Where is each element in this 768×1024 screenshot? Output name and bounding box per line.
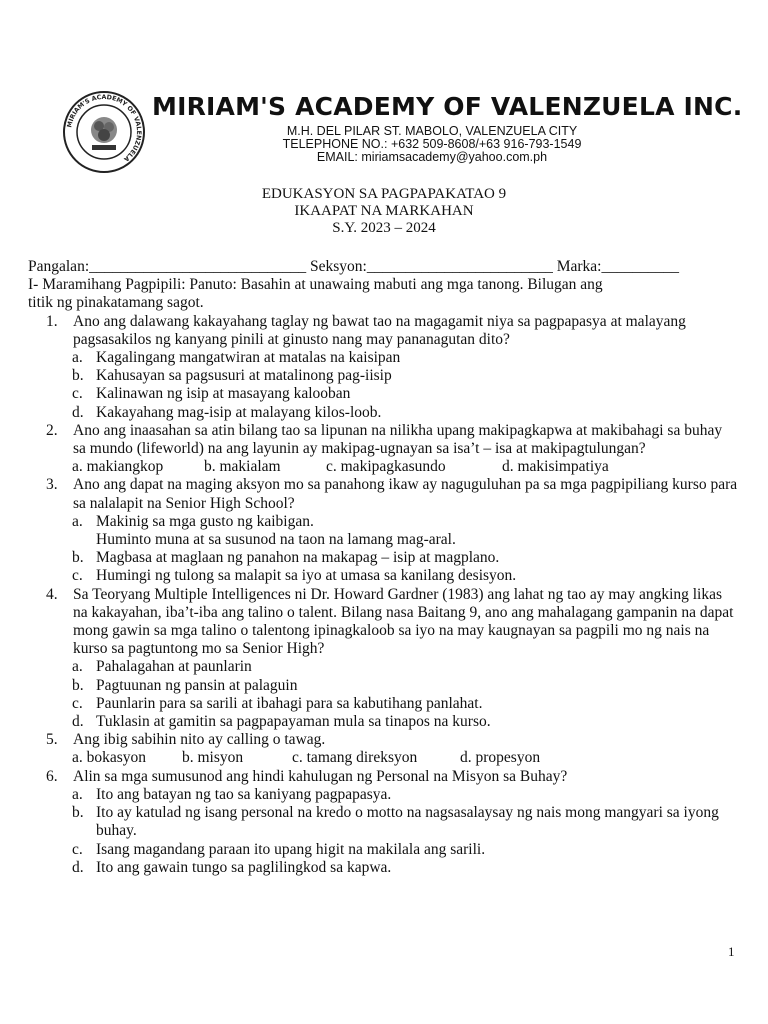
option-text: Kagalingang mangatwiran at matalas na kaisipan (96, 349, 401, 367)
question-6 (46, 768, 738, 786)
option[interactable] (72, 658, 738, 676)
option[interactable] (72, 695, 738, 713)
option-letter: a. (72, 785, 83, 803)
option[interactable] (72, 549, 738, 567)
option-letter: a. (72, 349, 83, 367)
option-letter: a. (72, 512, 83, 530)
option[interactable] (72, 404, 738, 422)
question-text: Ang ibig sabihin nito ay calling o tawag. (73, 731, 326, 749)
subject-title: EDUKASYON SA PAGPAPAKATAO 9 (261, 186, 507, 202)
question-number: 6. (46, 767, 58, 785)
question-5 (46, 731, 738, 749)
option-text: Pahalagahan at paunlarin (96, 658, 252, 676)
option[interactable] (72, 786, 738, 804)
question-3 (46, 476, 738, 512)
student-info-line: Pangalan:____________________________ Seksyon:________________________ Marka:__________ (28, 258, 679, 275)
option[interactable]: c. makipagkasundo (326, 458, 446, 476)
option[interactable]: d. makisimpatiya (502, 458, 609, 476)
question-number: 5. (46, 731, 58, 749)
option[interactable]: b. misyon (182, 749, 244, 767)
option-letter: c. (72, 694, 83, 712)
option[interactable]: c. tamang direksyon (292, 749, 418, 767)
option[interactable] (72, 713, 738, 731)
question-1 (46, 313, 738, 349)
question-2 (46, 422, 738, 458)
option-text: Kalinawan ng isip at masayang kalooban (96, 385, 351, 403)
option[interactable] (72, 349, 738, 367)
option-letter: d. (72, 858, 84, 876)
exam-titles (0, 186, 768, 237)
question-text: Sa Teoryang Multiple Intelligences ni Dr. Howard Gardner (1983) ang lahat ng tao ay may angking likas na kakayahan, iba’t-iba ang talino o talent. Bilang nasa Baitang 9, ano ang mahalagang gampanin na dapat mong gawin sa mga talino o talentong ipinagkaloob sa iyo na may kaugnayan sa pagpili mo ng nais na kurso sa pagtuntong mo sa Senior High? (73, 585, 734, 658)
option-text: Tuklasin at gamitin sa pagpapayaman mula sa tinapos na kurso. (96, 713, 491, 731)
school-name: MIRIAM'S ACADEMY OF VALENZUELA INC. (152, 92, 743, 121)
school-address: M.H. DEL PILAR ST. MABOLO, VALENZUELA CITY (286, 124, 578, 138)
option-letter: c. (72, 840, 83, 858)
option-text (96, 513, 738, 549)
page-number: 1 (728, 944, 735, 959)
option-text: Pagtuunan ng pansin at palaguin (96, 676, 298, 694)
instructions-line-1: I- Maramihang Pagpipili: Panuto: Basahin at unawaing mabuti ang mga tanong. Bilugan ang (28, 276, 603, 294)
option[interactable] (72, 567, 738, 585)
option-text: Paunlarin para sa sarili at ibahagi para sa kabutihang panlahat. (96, 694, 483, 712)
instructions-line-2: titik ng pinakatamang sagot. (28, 294, 204, 312)
question-text: Ano ang inaasahan sa atin bilang tao sa lipunan na nilikha upang makipagkapwa at makibahagi sa buhay sa mundo (lifeworld) na ang layunin ay makipag-ugnayan sa isa’t – isa at makipagtulungan? (73, 421, 723, 458)
option-letter: b. (72, 676, 84, 694)
option[interactable]: b. makialam (204, 458, 281, 476)
inline-options (72, 749, 738, 767)
option-letter: c. (72, 385, 83, 403)
option-text: Isang magandang paraan ito upang higit na makilala ang sarili. (96, 840, 486, 858)
option-letter: b. (72, 804, 84, 822)
option[interactable] (72, 677, 738, 695)
option[interactable] (72, 859, 738, 877)
question-text: Alin sa mga sumusunod ang hindi kahulugan ng Personal na Misyon sa Buhay? (73, 767, 568, 785)
option[interactable] (72, 367, 738, 385)
question-number: 3. (46, 476, 58, 494)
option[interactable] (72, 385, 738, 403)
question-number: 2. (46, 421, 58, 439)
question-text: Ano ang dalawang kakayahang taglay ng bawat tao na magagamit niya sa pagpapasya at malayang pagsasakilos ng kanyang pinili at ginusto nang may pananagutan dito? (73, 312, 686, 348)
question-number: 1. (46, 312, 58, 330)
option-text: Magbasa at maglaan ng panahon na makapag – isip at magplano. (96, 549, 500, 567)
option-text: Kakayahang mag-isip at malayang kilos-loob. (96, 403, 382, 421)
question-text: Ano ang dapat na maging aksyon mo sa panahong ikaw ay naguguluhan pa sa mga pagpipiliang kurso para sa nalalapit na Senior High School? (73, 476, 738, 512)
option-letter: c. (72, 567, 83, 585)
option-letter: d. (72, 713, 84, 731)
option-letter: a. (72, 658, 83, 676)
option-letter: b. (72, 549, 84, 567)
option-letter: b. (72, 367, 84, 385)
question-4 (46, 586, 738, 659)
question-number: 4. (46, 585, 58, 603)
option-text: Ito ang gawain tungo sa paglilingkod sa kapwa. (96, 858, 392, 876)
option-text: Kahusayan sa pagsusuri at matalinong pag-iisip (96, 367, 392, 385)
option[interactable]: a. bokasyon (72, 749, 147, 767)
option[interactable] (72, 841, 738, 859)
exam-body (28, 258, 738, 877)
school-telephone: TELEPHONE NO.: +632 509-8608/+63 916-793-1549 (282, 137, 582, 151)
quarter-title: IKAAPAT NA MARKAHAN (294, 203, 474, 219)
inline-options (72, 458, 738, 476)
option[interactable] (72, 513, 738, 549)
option-text-line-2: Huminto muna at sa susunod na taon na lamang mag-aral. (96, 531, 456, 549)
option-text: Ito ay katulad ng isang personal na kredo o motto na nagsasalaysay ng nais mong mangyari sa iyong buhay. (96, 804, 719, 840)
svg-text:MIRIAM'S ACADEMY OF VALENZUELA: MIRIAM'S ACADEMY OF VALENZUELA (66, 93, 143, 163)
school-year: S.Y. 2023 – 2024 (332, 220, 436, 236)
option-text: Humingi ng tulong sa malapit sa iyo at umasa sa kanilang desisyon. (96, 567, 517, 585)
school-email: EMAIL: miriamsacademy@yahoo.com.ph (316, 150, 548, 164)
option-letter: d. (72, 403, 84, 421)
school-logo (62, 90, 146, 174)
option-text: Ito ang batayan ng tao sa kaniyang pagpapasya. (96, 785, 392, 803)
option-text-line-1: Makinig sa mga gusto ng kaibigan. (96, 512, 314, 530)
option[interactable] (72, 804, 738, 840)
option[interactable]: d. propesyon (460, 749, 541, 767)
option[interactable]: a. makiangkop (72, 458, 164, 476)
